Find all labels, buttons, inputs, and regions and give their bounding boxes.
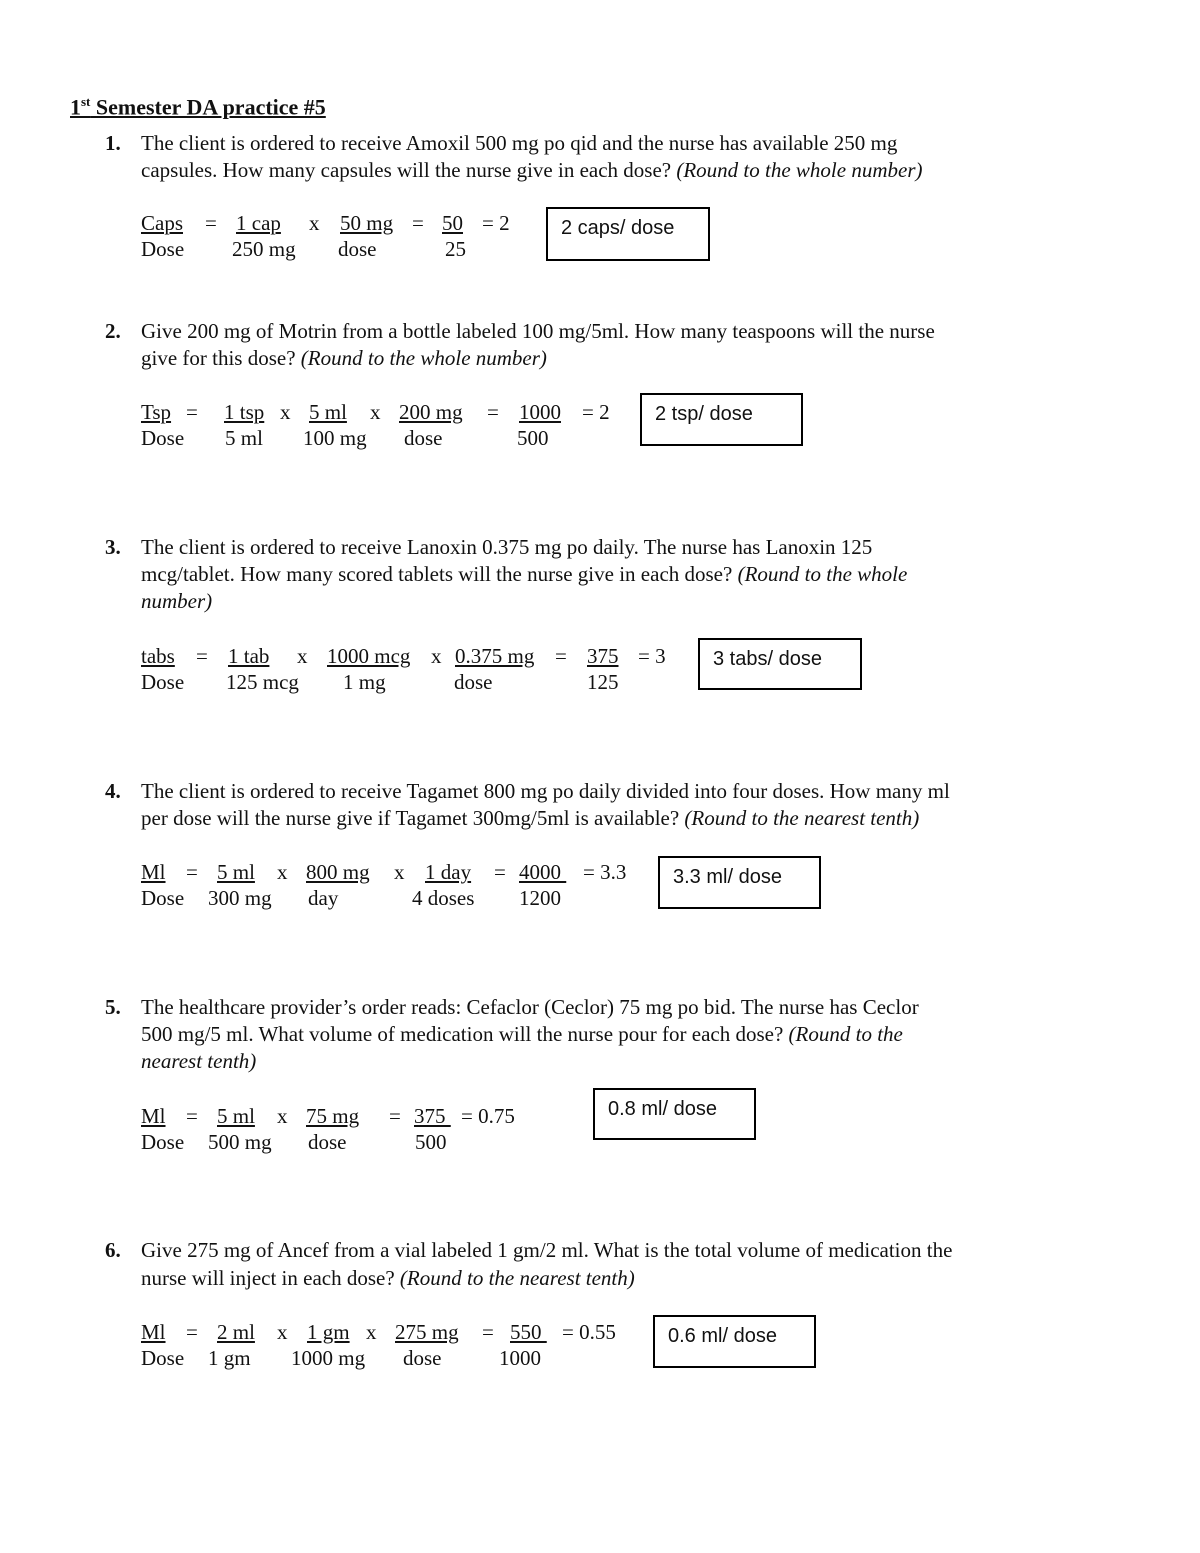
question-line: The client is ordered to receive Lanoxin 0.375 mg po daily. The nurse has Lanoxin 125 [141, 535, 873, 559]
question-line: nurse will inject in each dose? (Round to the nearest tenth) [141, 1266, 635, 1290]
answer-box: 0.8 ml/ dose [593, 1088, 756, 1140]
question-line: Give 200 mg of Motrin from a bottle labeled 100 mg/5ml. How many teaspoons will the nurse [141, 319, 935, 343]
question-line: give for this dose? (Round to the whole number) [141, 346, 547, 370]
problem-number: 4. [105, 779, 121, 803]
rounding-hint: number) [141, 589, 213, 613]
question-line: per dose will the nurse give if Tagamet 300mg/5ml is available? (Round to the nearest tenth) [141, 806, 920, 830]
page-title: 1st Semester DA practice #5 [70, 94, 326, 120]
problem-number: 6. [105, 1238, 121, 1262]
problem-number: 2. [105, 319, 121, 343]
rounding-hint: (Round to the whole [737, 562, 908, 586]
answer-box: 2 tsp/ dose [640, 393, 803, 446]
answer-box: 3 tabs/ dose [698, 638, 862, 690]
problem-number: 1. [105, 131, 121, 155]
rounding-hint: (Round to the nearest tenth) [399, 1266, 635, 1290]
question-line [141, 588, 212, 615]
question-line: 500 mg/5 ml. What volume of medication will the nurse pour for each dose? (Round to the [141, 1022, 903, 1046]
problem-number: 3. [105, 535, 121, 559]
question-line: The client is ordered to receive Tagamet 800 mg po daily divided into four doses. How many ml [141, 779, 950, 803]
rounding-hint: nearest tenth) [141, 1049, 257, 1073]
question-line: The healthcare provider’s order reads: Cefaclor (Ceclor) 75 mg po bid. The nurse has Ceclor [141, 995, 919, 1019]
problem-number: 5. [105, 995, 121, 1019]
question-line [141, 1048, 256, 1075]
answer-box: 3.3 ml/ dose [658, 856, 821, 909]
question-line: Give 275 mg of Ancef from a vial labeled 1 gm/2 ml. What is the total volume of medication the [141, 1238, 953, 1262]
rounding-hint: (Round to the [788, 1022, 903, 1046]
rounding-hint: (Round to the nearest tenth) [684, 806, 920, 830]
answer-box: 0.6 ml/ dose [653, 1315, 816, 1368]
answer-box: 2 caps/ dose [546, 207, 710, 261]
rounding-hint: (Round to the whole number) [676, 158, 923, 182]
question-line: mcg/tablet. How many scored tablets will the nurse give in each dose? (Round to the whole [141, 562, 908, 586]
question-line: capsules. How many capsules will the nurse give in each dose? (Round to the whole number) [141, 158, 923, 182]
rounding-hint: (Round to the whole number) [300, 346, 547, 370]
question-line: The client is ordered to receive Amoxil 500 mg po qid and the nurse has available 250 mg [141, 131, 898, 155]
